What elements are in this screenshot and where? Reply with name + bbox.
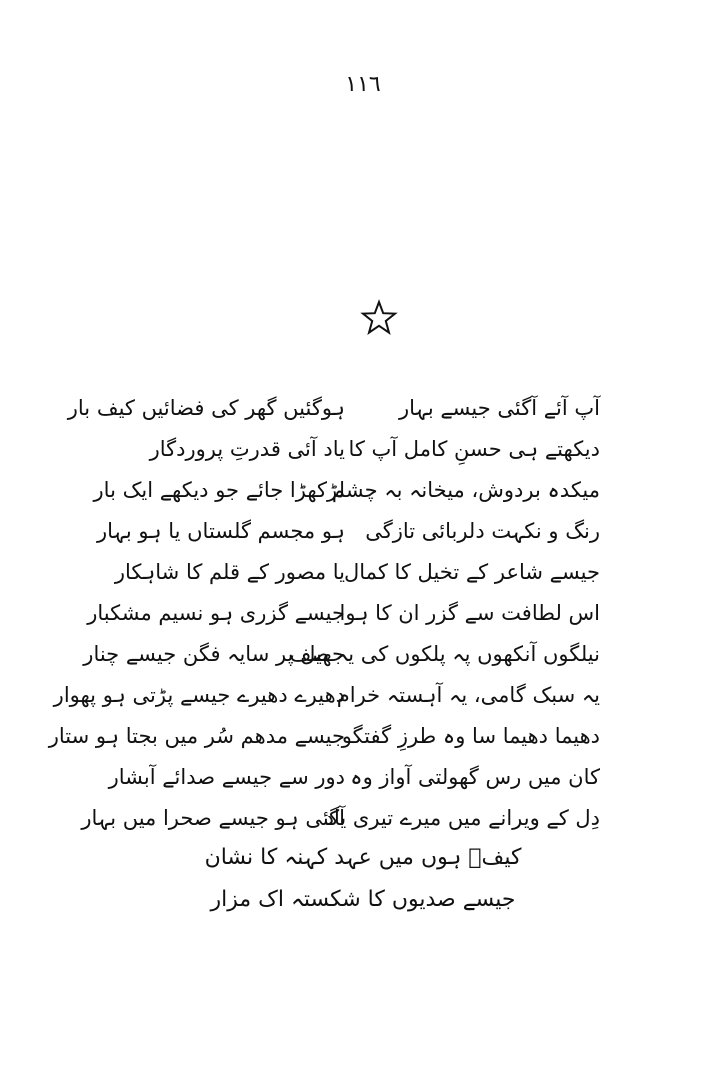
closing-line-1: کیفؔ ہوں میں عہد کہنہ کا نشان bbox=[204, 845, 522, 870]
couplet-first-line: نیلگوں آنکھوں پہ پلکوں کی یہ صف bbox=[289, 642, 600, 666]
couplet bbox=[81, 798, 600, 839]
couplet bbox=[53, 675, 600, 716]
couplet bbox=[48, 716, 600, 757]
couplet-first-line: آپ آئے آگئی جیسے بہار bbox=[398, 396, 600, 420]
couplet-second-line: ہو مجسم گلستاں یا ہو بہار bbox=[97, 519, 345, 543]
star-icon bbox=[361, 300, 397, 336]
couplet-first-line: اس لطافت سے گزر ان کا ہوا bbox=[339, 601, 600, 625]
couplet-second-line: جھیل پر سایہ فگن جیسے چنار bbox=[83, 642, 345, 666]
couplet-second-line: آگئی ہو جیسے صحرا میں بہار bbox=[81, 806, 345, 830]
couplet-second-line: یا مصور کے قلم کا شاہکار bbox=[114, 560, 345, 584]
couplet-first-line: دِل کے ویرانے میں میرے تیری یاد bbox=[324, 806, 600, 830]
couplet bbox=[67, 388, 600, 429]
couplet-first-line: دیکھتے ہی حسنِ کامل آپ کا bbox=[348, 437, 600, 461]
couplet-second-line: یاد آئی قدرتِ پروردگار bbox=[149, 437, 345, 461]
couplet bbox=[97, 511, 600, 552]
couplet-first-line: کان میں رس گھولتی آواز وہ bbox=[350, 765, 600, 789]
couplet-second-line: دھیرے دھیرے جیسے پڑتی ہو پھوار bbox=[53, 683, 345, 707]
closing-line-2: جیسے صدیوں کا شکستہ اک مزار bbox=[210, 887, 516, 912]
couplet-first-line: رنگ و نکہت دلربائی تازگی bbox=[365, 519, 600, 543]
couplet-first-line: جیسے شاعر کے تخیل کا کمال bbox=[344, 560, 600, 584]
couplet-first-line: یہ سبک گامی، یہ آہستہ خرام bbox=[336, 683, 600, 707]
couplet-second-line: جیسے مدھم سُر میں بجتا ہو ستار bbox=[48, 724, 345, 748]
couplet bbox=[108, 757, 600, 798]
couplet bbox=[93, 470, 600, 511]
couplet-second-line: ہوگئیں گھر کی فضائیں کیف بار bbox=[67, 396, 345, 420]
couplet-second-line: جیسے گزری ہو نسیم مشکبار bbox=[87, 601, 345, 625]
couplet bbox=[120, 429, 600, 470]
page-number: ١١٦ bbox=[345, 72, 381, 97]
couplet-second-line: لڑکھڑا جائے جو دیکھے ایک بار bbox=[93, 478, 345, 502]
couplet bbox=[114, 552, 600, 593]
couplet-first-line: دھیما دھیما سا وہ طرزِ گفتگو bbox=[341, 724, 600, 748]
couplet-first-line: میکدہ بردوش، میخانہ بہ چشم bbox=[331, 478, 600, 502]
ghazal-body bbox=[48, 388, 600, 839]
couplet bbox=[87, 593, 600, 634]
couplet-second-line: دور سے جیسے صدائے آبشار bbox=[108, 765, 345, 789]
couplet bbox=[83, 634, 600, 675]
